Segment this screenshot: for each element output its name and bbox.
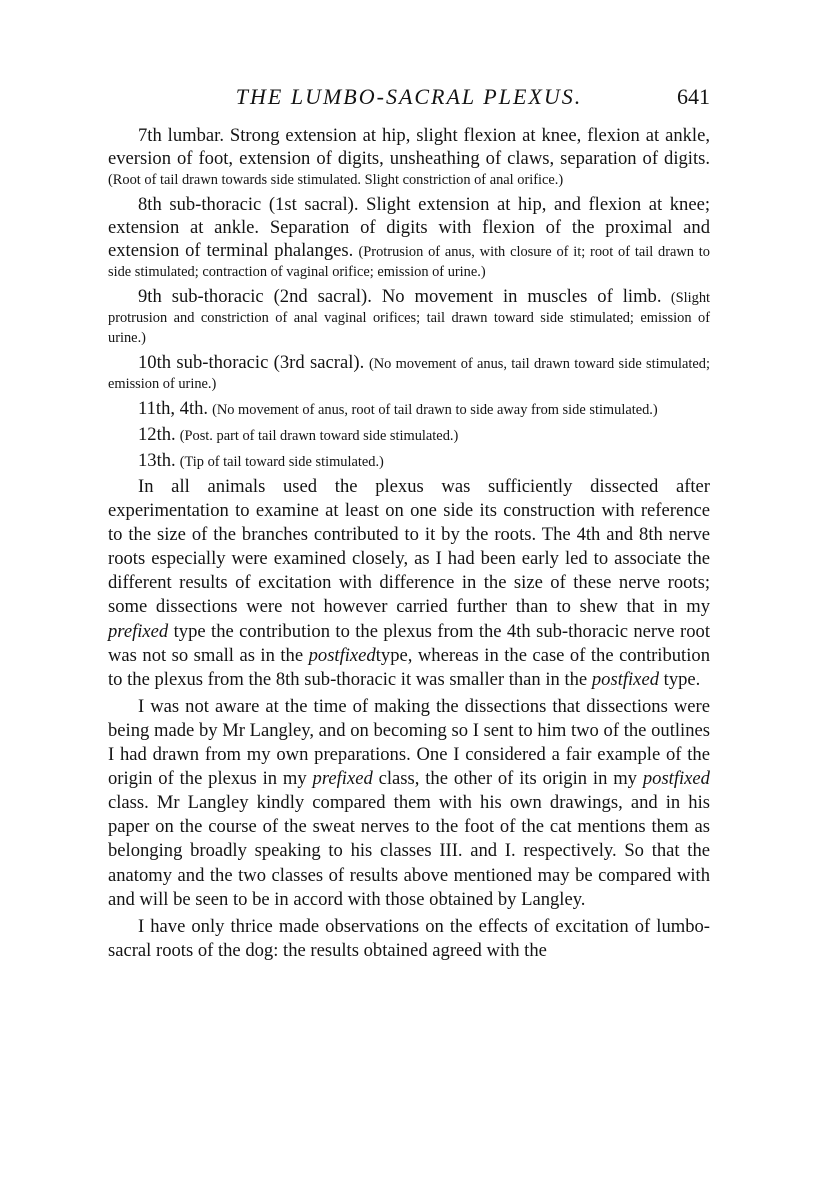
entry-main-text: 7th lumbar. Strong extension at hip, slight flexion at knee, flexion at ankle, eversion of foot, extension of digits, unsheathing of claws, separation of digits. (108, 125, 710, 169)
italic-term: postfixed (308, 644, 376, 666)
paragraph-dissection (108, 475, 710, 692)
entry-main-text: 10th sub-thoracic (3rd sacral). (138, 352, 365, 373)
italic-term: prefixed (108, 620, 169, 642)
page-number: 641 (677, 84, 710, 109)
entry-10th-sub-thoracic (108, 351, 710, 394)
running-title: THE LUMBO-SACRAL PLEXUS. (235, 84, 583, 109)
entry-12th (108, 423, 710, 446)
entry-9th-sub-thoracic (108, 285, 710, 348)
entry-13th (108, 449, 710, 472)
italic-term: postfixed (591, 668, 659, 690)
entry-7th-lumbar (108, 124, 710, 190)
entry-note: (Protrusion of anus, with closure of it; root of tail drawn to side stimulated; contraction of vaginal orifice; emission of urine.) (108, 244, 710, 280)
paragraph-text: type. (663, 668, 701, 690)
paragraph-text: class, the other of its origin in my (378, 768, 637, 790)
italic-term: postfixed (642, 768, 710, 790)
entry-main-text: 11th, 4th. (138, 398, 209, 419)
italic-term: prefixed (312, 768, 373, 790)
paragraph-text: type, whereas in the case of the contribution to the plexus from the 8th sub-thoracic it was smaller than in the (108, 644, 710, 690)
paragraph-text: I have only thrice made observations on the effects of excitation of lumbo-sacral roots of the dog: the results obtained agreed with the (108, 915, 710, 961)
paragraph-dog (108, 915, 710, 963)
entry-main-text: 9th sub-thoracic (2nd sacral). No movement in muscles of limb. (138, 286, 662, 307)
entry-note: (No movement of anus, tail drawn toward side stimulated; emission of urine.) (108, 356, 710, 392)
paragraph-text: In all animals used the plexus was sufficiently dissected after experimentation to examine at least on one side its construction with reference to the size of the branches contributed to it by the roots. The 4th and 8th nerve roots especially were examined closely, as I had been early led to associate the different results of excitation with difference in the size of these nerve roots; some dissections were not however carried further than to shew that in my (108, 476, 710, 618)
entry-8th-sub-thoracic (108, 193, 710, 282)
entry-note: (Root of tail drawn towards side stimulated. Slight constriction of anal orifice.) (108, 172, 564, 188)
paragraph-text: I was not aware at the time of making the dissections that dissections were being made by Mr Langley, and on becoming so I sent to him two of the outlines I had drawn from my own preparations. One I considered a fair example of the origin of the plexus in my (108, 695, 710, 790)
paragraph-text: class. Mr Langley kindly compared them with his own drawings, and in his paper on the course of the sweat nerves to the foot of the cat mentions them as belonging broadly speaking to his classes III. and I. respectively. So that the anatomy and the two classes of results above mentioned may be compared with and will be seen to be in accord with those obtained by Langley. (108, 792, 710, 910)
entry-main-text: 13th. (138, 450, 176, 471)
entry-11th-4th (108, 397, 710, 420)
entry-main-text: 12th. (138, 424, 176, 445)
paragraph-langley (108, 695, 710, 912)
page-header (108, 84, 710, 114)
entry-note: (Tip of tail toward side stimulated.) (179, 454, 384, 470)
entry-note: (Post. part of tail drawn toward side stimulated.) (179, 428, 459, 444)
entry-note: (Slight protrusion and constriction of anal vaginal orifices; tail drawn toward side stimulated; emission of urine.) (108, 290, 711, 346)
paragraph-text: type the contribution to the plexus from the 4th sub-thoracic nerve root was not so small as in the (108, 620, 710, 666)
entry-main-text: 8th sub-thoracic (1st sacral). Slight extension at hip, and flexion at knee; extension at ankle. Separation of digits with flexion of the proximal and extension of terminal phalanges. (108, 194, 710, 261)
page-body (108, 124, 710, 963)
entry-note: (No movement of anus, root of tail drawn to side away from side stimulated.) (212, 402, 658, 418)
